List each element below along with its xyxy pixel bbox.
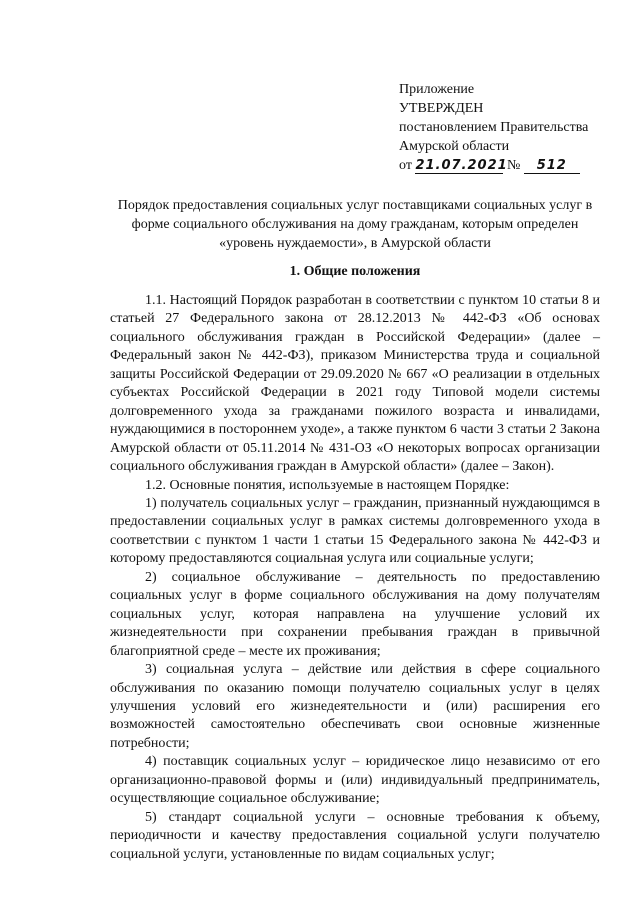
paragraph: 2) социальное обслуживание – деятельность по предоставлению социальных услуг в форме социального обслуживания на дому получателям социальных услуг, которая направлена на улучшение условий их жизнедеятельности при сохранении пребывания граждан в привычной благоприятной среде – месте их проживания; <box>110 569 600 659</box>
region-label: Амурской области <box>399 139 510 154</box>
date-prefix: от <box>399 158 412 173</box>
paragraph: 5) стандарт социальной услуги – основные требования к объему, периодичности и качеству предоставления социальной услуги получателю социальной услуги, установленные по видам социальных услуг; <box>110 809 600 862</box>
section-heading: 1. Общие положения <box>289 264 421 279</box>
handwritten-number: 512 <box>524 159 580 174</box>
date-number-line <box>399 156 619 175</box>
number-prefix: № <box>506 158 521 173</box>
document-title: Порядок предоставления социальных услуг поставщиками социальных услуг в форме социального обслуживания на дому гражданам, которым определен «уровень нуждаемости», в Амурской области <box>117 198 593 251</box>
paragraph: 4) поставщик социальных услуг – юридическое лицо независимо от его организационно-правовой формы и (или) индивидуальный предприниматель, осуществляющие социальное обслуживание; <box>110 754 600 807</box>
handwritten-date: 21.07.2021 <box>415 158 508 173</box>
appendix-label: Приложение <box>399 82 475 97</box>
paragraph: 1.1. Настоящий Порядок разработан в соответствии с пунктом 10 статьи 8 и статьей 27 Федерального закона от 28.12.2013 № 442-ФЗ «Об основах социального обслуживания граждан в Российской Федерации» (далее – Федеральный закон № 442-ФЗ), приказом Министерства труда и социальной защиты Российской Федерации от 29.09.2020 № 667 «О реализации в отдельных субъектах Российской Федерации в 2021 году Типовой модели системы долговременного ухода за гражданами пожилого возраста и инвалидами, нуждающимися в постороннем уходе», а также пунктом 6 части 3 статьи 2 Закона Амурской области от 05.11.2014 № 431-ОЗ «О некоторых вопросах организации социального обслуживания граждан в Амурской области» (далее – Закон). <box>110 293 600 475</box>
approved-label: УТВЕРЖДЕН <box>399 101 484 116</box>
paragraph: 1) получатель социальных услуг – гражданин, признанный нуждающимся в предоставлении социальных услуг в рамках системы долговременного ухода в соответствии с пунктом 1 части 1 статьи 15 Федерального закона № 442-ФЗ и которому предоставляются социальная услуга или социальные услуги; <box>110 495 600 567</box>
approval-block <box>399 80 619 175</box>
body-text <box>110 292 600 864</box>
paragraph: 3) социальная услуга – действие или действия в сфере социального обслуживания по оказанию помощи получателю социальных услуг в целях улучшения условий его жизнедеятельности и (или) расширения его возможностей самостоятельно обеспечивать свои основные жизненные потребности; <box>110 662 600 751</box>
decree-label: постановлением Правительства <box>399 120 589 135</box>
paragraph: 1.2. Основные понятия, используемые в настоящем Порядке: <box>145 477 510 493</box>
